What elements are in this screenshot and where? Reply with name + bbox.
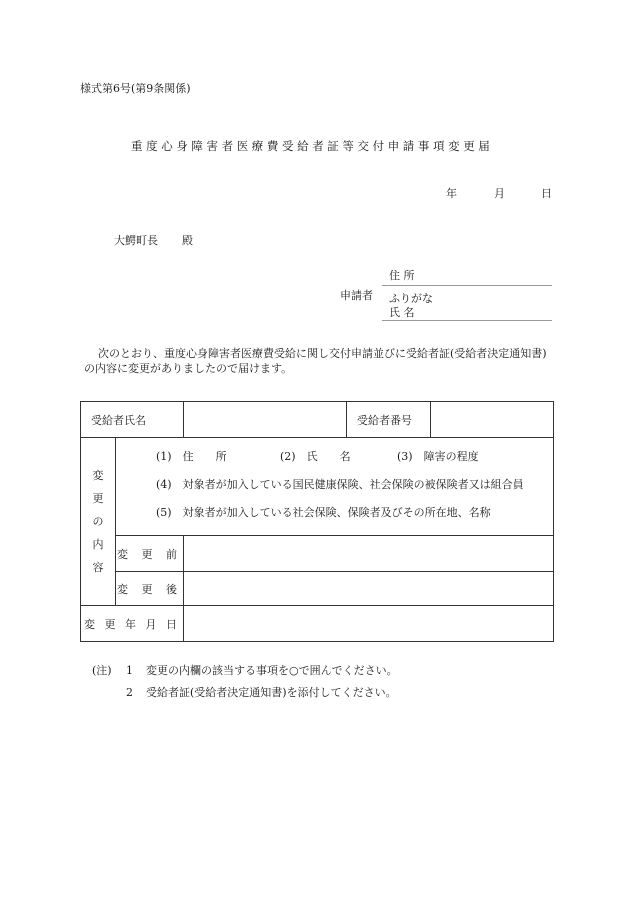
intro-text: 次のとおり、重度心身障害者医療費受給に関し交付申請並びに受給者証(受給者決定通知書)の内容に変更がありましたので届けます。 xyxy=(84,347,547,375)
note-1-number: 1 xyxy=(126,664,133,677)
item-address[interactable]: (1) 住 所 xyxy=(156,450,227,463)
change-items-cell xyxy=(116,438,554,536)
address-underline xyxy=(382,285,552,286)
name-underline xyxy=(382,320,552,321)
furigana-label: ふりがな xyxy=(389,292,433,305)
date-month-label: 月 xyxy=(494,187,505,200)
recipient-number-label: 受給者番号 xyxy=(347,402,431,438)
vertical-char: 容 xyxy=(92,561,104,574)
note-1-text: 変更の内欄の該当する事項を○で囲んでください。 xyxy=(146,664,398,677)
vertical-char: 変 xyxy=(92,469,104,482)
change-items-row-1 xyxy=(156,444,553,472)
recipient-name-label: 受給者氏名 xyxy=(81,402,184,438)
item-health-insurance[interactable]: (4) 対象者が加入している国民健康保険、社会保険の被保険者又は組合員 xyxy=(156,478,524,491)
name-label: 氏 名 xyxy=(389,306,415,319)
applicant-label: 申請者 xyxy=(340,289,373,302)
addressee-name: 大鰐町長 xyxy=(114,234,158,247)
note-2 xyxy=(92,682,398,704)
after-change-label: 変 更 後 xyxy=(116,572,184,606)
after-change-field[interactable] xyxy=(184,572,554,606)
item-name[interactable]: (2) 氏 名 xyxy=(280,450,351,463)
note-2-number: 2 xyxy=(126,686,133,699)
intro-paragraph xyxy=(84,346,554,376)
item-social-insurance[interactable]: (5) 対象者が加入している社会保険、保険者及びその所在地、名称 xyxy=(156,506,491,519)
addressee-honorific: 殿 xyxy=(182,234,193,247)
recipient-number-field[interactable] xyxy=(431,402,554,438)
item-disability-degree[interactable]: (3) 障害の程度 xyxy=(397,450,479,463)
before-change-label: 変 更 前 xyxy=(116,536,184,572)
change-items-row-3 xyxy=(156,500,553,528)
date-year-label: 年 xyxy=(446,187,457,200)
vertical-char: 内 xyxy=(92,538,104,551)
change-content-label xyxy=(81,438,116,606)
note-2-text: 受給者証(受給者決定通知書)を添付してください。 xyxy=(146,686,397,699)
vertical-char: 更 xyxy=(92,492,104,505)
change-date-label: 変 更 年 月 日 xyxy=(81,606,184,642)
change-items-row-2 xyxy=(156,472,553,500)
addressee xyxy=(114,232,193,248)
notes xyxy=(92,660,398,704)
change-form-table xyxy=(80,401,554,642)
document-title: 重度心身障害者医療費受給者証等交付申請事項変更届 xyxy=(131,139,494,153)
vertical-char: の xyxy=(92,515,104,528)
recipient-name-field[interactable] xyxy=(184,402,347,438)
note-1 xyxy=(92,660,398,682)
address-label: 住 所 xyxy=(389,269,415,282)
notes-prefix: (注) xyxy=(92,664,112,677)
change-date-field[interactable] xyxy=(184,606,554,642)
before-change-field[interactable] xyxy=(184,536,554,572)
date-day-label: 日 xyxy=(541,187,552,200)
form-number: 様式第6号(第9条関係) xyxy=(80,82,191,95)
